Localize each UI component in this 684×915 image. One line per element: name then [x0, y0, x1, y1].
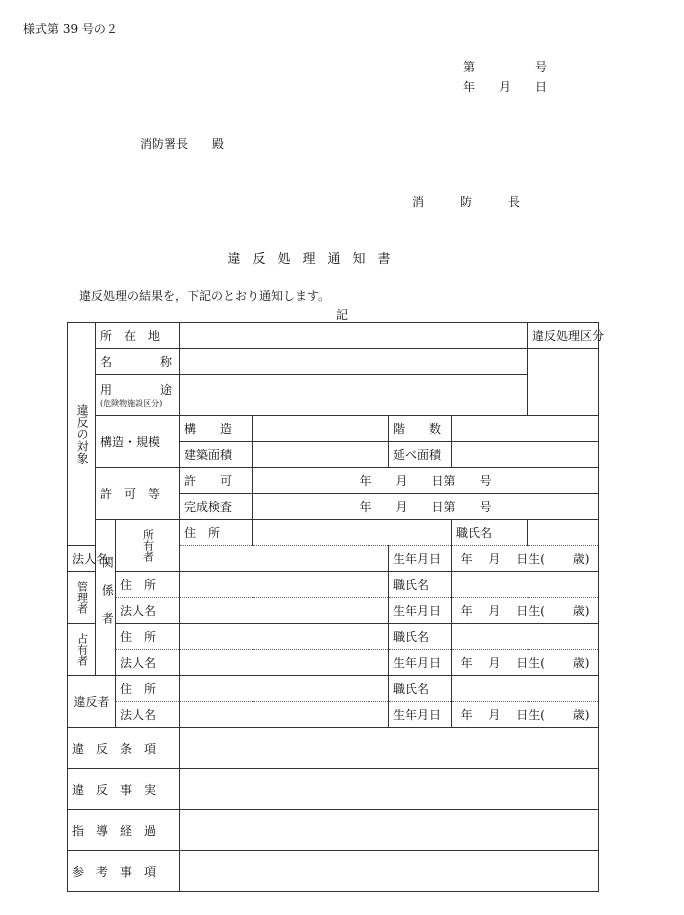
form-number: 様式第 39 号の２	[23, 22, 118, 36]
facts-label: 違 反 事 実	[68, 769, 180, 810]
permit-label: 許 可	[180, 468, 253, 494]
owner-birth-value[interactable]: 年 月 日生( 歳)	[452, 546, 599, 572]
category-value[interactable]	[528, 349, 599, 416]
violator-position-label: 職氏名	[389, 676, 452, 702]
floors-value[interactable]	[452, 416, 599, 442]
parties-group-label: 関係者	[96, 520, 116, 676]
guidance-label: 指 導 経 過	[68, 810, 180, 851]
structure-label: 構 造	[180, 416, 253, 442]
violator-birth-label: 生年月日	[389, 702, 452, 728]
ki-label: 記	[335, 308, 348, 322]
occupant-address-label: 住 所	[116, 624, 180, 650]
violator-label: 違反者	[68, 676, 116, 728]
total-floor-area-value[interactable]	[452, 442, 599, 468]
recipient: 消防署長 殿	[140, 137, 225, 151]
owner-address-value[interactable]	[253, 520, 452, 546]
name-label: 名 称	[96, 349, 180, 375]
sender: 消 防 長	[412, 195, 521, 209]
owner-label: 所有者	[116, 520, 180, 572]
name-value[interactable]	[180, 349, 528, 375]
structure-scale-label: 構造・規模	[96, 416, 180, 468]
document-date-label: 年 月 日	[463, 80, 548, 94]
manager-birth-label: 生年月日	[389, 598, 452, 624]
occupant-corporate-value[interactable]	[180, 650, 389, 676]
owner-birth-label: 生年月日	[389, 546, 452, 572]
manager-address-value[interactable]	[180, 572, 389, 598]
location-value[interactable]	[180, 323, 528, 349]
use-value[interactable]	[180, 375, 528, 416]
violation-form-table	[67, 322, 605, 892]
manager-corporate-label: 法人名	[116, 598, 180, 624]
permit-date[interactable]: 年 月 日第 号	[253, 468, 599, 494]
owner-corporate-label: 法人名	[68, 546, 96, 572]
reference-value[interactable]	[180, 851, 599, 892]
floors-label: 階 数	[389, 416, 452, 442]
manager-birth-value[interactable]: 年 月 日生( 歳)	[452, 598, 599, 624]
owner-address-label: 住 所	[180, 520, 253, 546]
manager-position-label: 職氏名	[389, 572, 452, 598]
occupant-birth-label: 生年月日	[389, 650, 452, 676]
manager-position-value[interactable]	[452, 572, 599, 598]
location-label: 所 在 地	[96, 323, 180, 349]
violator-address-value[interactable]	[180, 676, 389, 702]
manager-corporate-value[interactable]	[180, 598, 389, 624]
intro-text: 違反処理の結果を，下記のとおり通知します。	[79, 289, 331, 303]
owner-corporate-value[interactable]	[180, 546, 389, 572]
clause-value[interactable]	[180, 728, 599, 769]
owner-position-value[interactable]	[528, 520, 599, 546]
document-title: 違反処理通知書	[227, 252, 403, 267]
structure-value[interactable]	[253, 416, 389, 442]
completion-label: 完成検査	[180, 494, 253, 520]
violator-corporate-label: 法人名	[116, 702, 180, 728]
reference-label: 参 考 事 項	[68, 851, 180, 892]
violator-address-label: 住 所	[116, 676, 180, 702]
document-number-label: 第 号	[463, 60, 548, 74]
target-group-label: 違反の対象	[68, 323, 96, 546]
violator-position-value[interactable]	[452, 676, 599, 702]
permits-label: 許 可 等	[96, 468, 180, 520]
total-floor-area-label: 延べ面積	[389, 442, 452, 468]
occupant-corporate-label: 法人名	[116, 650, 180, 676]
building-area-value[interactable]	[253, 442, 389, 468]
clause-label: 違 反 条 項	[68, 728, 180, 769]
occupant-birth-value[interactable]: 年 月 日生( 歳)	[452, 650, 599, 676]
manager-label: 管理者	[68, 572, 96, 624]
violator-birth-value[interactable]: 年 月 日生( 歳)	[452, 702, 599, 728]
guidance-value[interactable]	[180, 810, 599, 851]
occupant-label: 占有者	[68, 624, 96, 676]
occupant-address-value[interactable]	[180, 624, 389, 650]
completion-date[interactable]: 年 月 日第 号	[253, 494, 599, 520]
use-label: 用 途 (危険物施設区分)	[96, 375, 180, 416]
building-area-label: 建築面積	[180, 442, 253, 468]
owner-position-label: 職氏名	[452, 520, 528, 546]
manager-address-label: 住 所	[116, 572, 180, 598]
violator-corporate-value[interactable]	[180, 702, 389, 728]
category-label: 違反処理区分	[528, 323, 599, 349]
occupant-position-label: 職氏名	[389, 624, 452, 650]
facts-value[interactable]	[180, 769, 599, 810]
occupant-position-value[interactable]	[452, 624, 599, 650]
